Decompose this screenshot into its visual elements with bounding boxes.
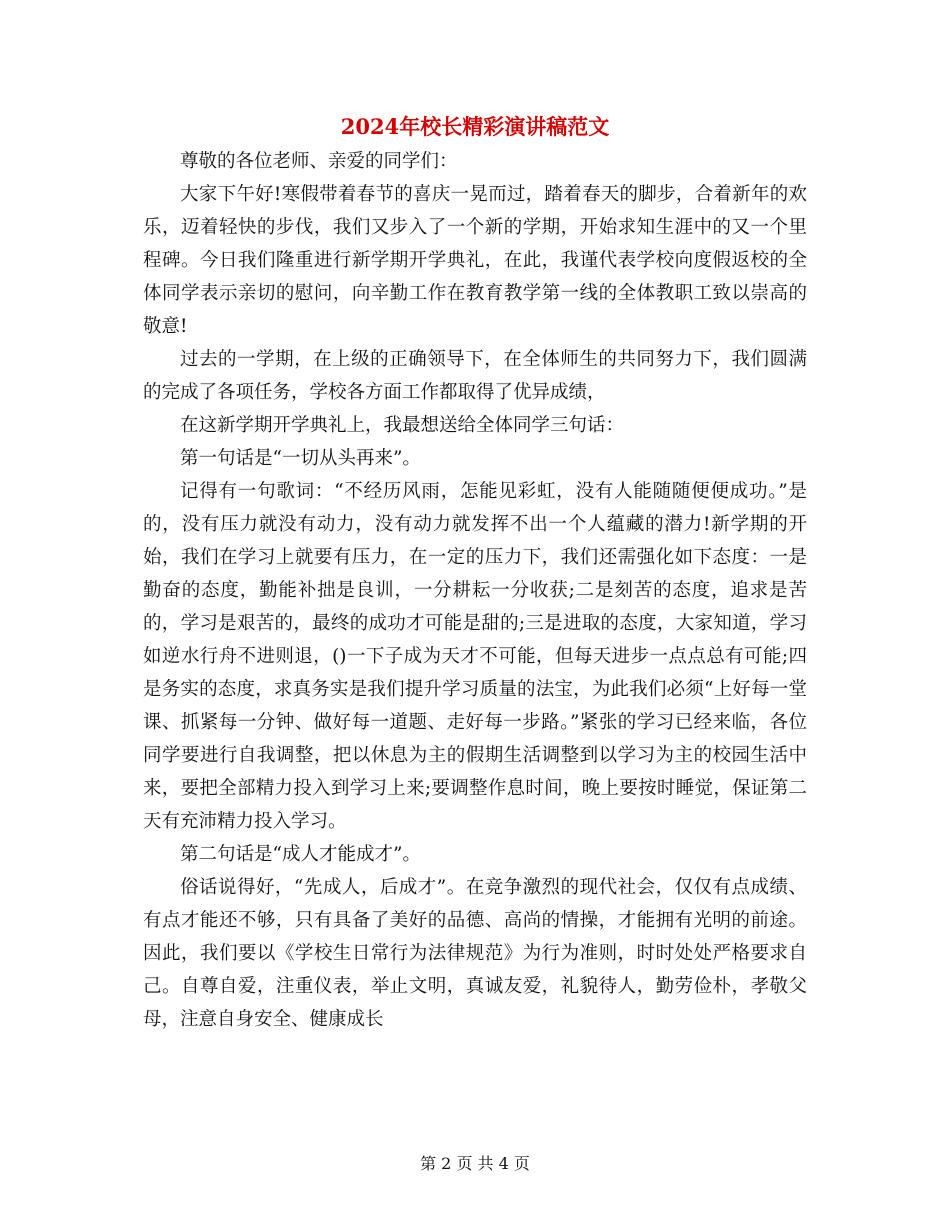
paragraph-review: 过去的一学期，在上级的正确领导下，在全体师生的共同努力下，我们圆满的完成了各项任务，学校各方面工作都取得了优异成绩， (143, 349, 807, 403)
document-body (143, 145, 807, 1036)
paragraph-three-sentences: 在这新学期开学典礼上，我最想送给全体同学三句话： (180, 415, 625, 436)
paragraph-first-sentence: 第一句话是“一切从头再来”。 (180, 448, 421, 469)
page-footer: 第 2 页 共 4 页 (420, 1154, 530, 1173)
paragraph-opening: 大家下午好!寒假带着春节的喜庆一晃而过，踏着春天的脚步，合着新年的欢乐，迈着轻快的步伐，我们又步入了一个新的学期，开始求知生涯中的又一个里程碑。今日我们隆重进行新学期开学典礼，在此，我谨代表学校向度假返校的全体同学表示亲切的慰问，向辛勤工作在教育教学第一线的全体教职工致以崇高的敬意! (143, 184, 807, 337)
document-title: 2024年校长精彩演讲稿范文 (340, 114, 610, 139)
paragraph-second-detail: 俗话说得好，“先成人，后成才”。在竞争激烈的现代社会，仅仅有点成绩、有点才能还不够，只有具备了美好的品德、高尚的情操，才能拥有光明的前途。因此，我们要以《学校生日常行为法律规范》为行为准则，时时处处严格要求自己。自尊自爱，注重仪表，举止文明，真诚友爱，礼貌待人，勤劳俭朴，孝敬父母，注意自身安全、健康成长 (143, 877, 807, 1030)
paragraph-greeting: 尊敬的各位老师、亲爱的同学们： (180, 151, 458, 172)
paragraph-first-detail: 记得有一句歌词：“不经历风雨，怎能见彩虹，没有人能随随便便成功。”是的，没有压力就没有动力，没有动力就发挥不出一个人蕴藏的潜力!新学期的开始，我们在学习上就要有压力，在一定的压力下，我们还需强化如下态度：一是勤奋的态度，勤能补拙是良训，一分耕耘一分收获;二是刻苦的态度，追求是苦的，学习是艰苦的，最终的成功才可能是甜的;三是进取的态度，大家知道，学习如逆水行舟不进则退，()一下子成为天才不可能，但每天进步一点点总有可能;四是务实的态度，求真务实是我们提升学习质量的法宝，为此我们必须“上好每一堂课、抓紧每一分钟、做好每一道题、走好每一步路。”紧张的学习已经来临，各位同学要进行自我调整，把以休息为主的假期生活调整到以学习为主的校园生活中来，要把全部精力投入到学习上来;要调整作息时间，晚上要按时睡觉，保证第二天有充沛精力投入学习。 (143, 481, 807, 832)
paragraph-second-sentence: 第二句话是“成人才能成才”。 (180, 844, 421, 865)
